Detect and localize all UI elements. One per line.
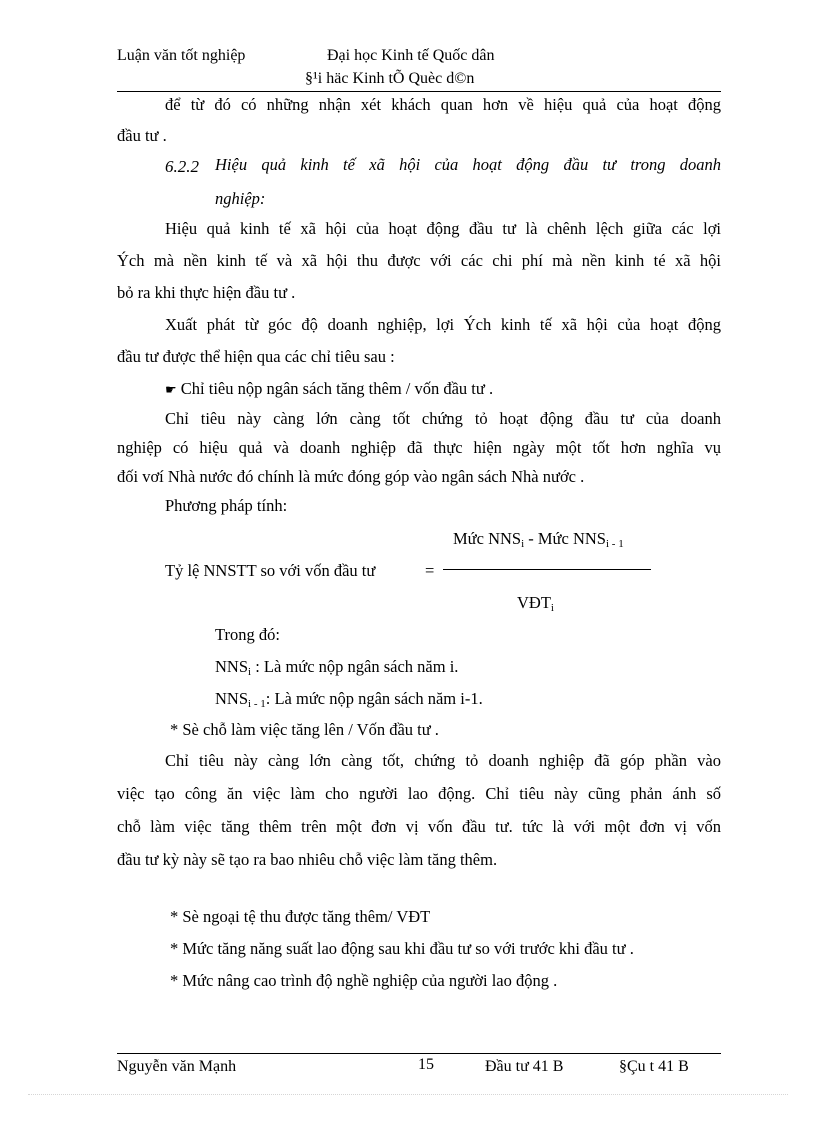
section-number: 6.2.2: [165, 157, 199, 176]
definition-2: [215, 689, 483, 710]
paragraph-1-line-1: Hiệu quả kinh tế xã hội của hoạt động đầu tư là chênh lệch giữa các lợi: [165, 219, 721, 238]
paragraph-2-line-2: đầu tư được thể hiện qua các chỉ tiêu sau :: [117, 347, 395, 366]
star-item-1: * Sè chỗ làm việc tăng lên / Vốn đầu tư .: [170, 720, 439, 739]
page-edge-dotted-line: [28, 1094, 788, 1095]
def1-text: : Là mức nộp ngân sách năm i.: [251, 657, 459, 676]
def2-text: : Là mức nộp ngân sách năm i-1.: [265, 689, 483, 708]
footer-author: Nguyễn văn Mạnh: [117, 1058, 237, 1075]
star-item-2: * Sè ngoại tệ thu được tăng thêm/ VĐT: [170, 907, 431, 926]
fraction-bar: [443, 569, 651, 570]
body-line-2: đầu tư .: [117, 126, 167, 145]
formula-numerator: [453, 529, 624, 550]
paragraph-4-line-4: đầu tư kỳ này sẽ tạo ra bao nhiêu chỗ việc làm tăng thêm.: [117, 850, 498, 869]
header-left: Luận văn tốt nghiệp: [117, 47, 246, 64]
paragraph-4-line-1: Chỉ tiêu này càng lớn càng tốt, chứng tỏ doanh nghiệp đã góp phần vào: [165, 751, 721, 770]
formula-denominator: [517, 593, 554, 614]
paragraph-3-line-1: Chỉ tiêu này càng lớn càng tốt chứng tỏ hoạt động đầu tư của doanh: [165, 409, 721, 428]
header-rule: [117, 91, 721, 92]
paragraph-3-line-3: đối vơí Nhà nước đó chính là mức đóng góp vào ngân sách Nhà nước .: [117, 467, 585, 486]
header-garbled: §¹i häc Kinh tÕ Quèc d©n: [305, 70, 475, 87]
method-label: Phương pháp tính:: [165, 496, 288, 515]
def2-sub: i - 1: [248, 698, 266, 710]
paragraph-4-line-2: việc tạo công ăn việc làm cho người lao động. Chỉ tiêu này cũng phản ánh số: [117, 784, 721, 803]
numerator-sub-a: i: [521, 538, 525, 550]
body-line-1: để từ đó có những nhận xét khách quan hơn về hiệu quả của hoạt động: [165, 95, 721, 114]
footer-class-garbled: §Çu t 41 B: [619, 1058, 689, 1075]
where-label: Trong đó:: [215, 625, 280, 644]
def1-term: NNS: [215, 657, 249, 676]
bullet-item: [165, 379, 493, 399]
denominator-term: VĐT: [517, 593, 551, 612]
numerator-term-a: Mức NNS: [453, 529, 522, 548]
star-item-4: * Mức nâng cao trình độ nghề nghiệp của người lao động .: [170, 971, 558, 990]
footer-class: Đầu tư 41 B: [485, 1058, 564, 1075]
definition-1: [215, 657, 458, 678]
star-item-3: * Mức tăng năng suất lao động sau khi đầu tư so với trước khi đầu tư .: [170, 939, 634, 958]
header-right: Đại học Kinh tế Quốc dân: [327, 47, 495, 64]
def2-term: NNS: [215, 689, 249, 708]
bullet-text: Chỉ tiêu nộp ngân sách tăng thêm / vốn đầu tư .: [180, 379, 494, 398]
footer-rule: [117, 1053, 721, 1054]
def1-sub: i: [248, 666, 252, 678]
page-number: 15: [418, 1056, 434, 1073]
formula-equals: =: [425, 561, 435, 580]
denominator-sub: i: [550, 602, 554, 614]
section-title-line-1: Hiệu quả kinh tế xã hội của hoạt động đầu tư trong doanh: [215, 155, 721, 174]
paragraph-1-line-3: bỏ ra khi thực hiện đầu tư .: [117, 283, 296, 302]
paragraph-3-line-2: nghiệp có hiệu quả và doanh nghiệp đã thực hiện ngày một tốt hơn nghĩa vụ: [117, 438, 721, 457]
numerator-term-b: - Mức NNS: [524, 529, 606, 548]
paragraph-4-line-3: chỗ làm việc tăng thêm trên một đơn vị vốn đầu tư. tức là với một đơn vị vốn: [117, 817, 721, 836]
section-title-line-2: nghiệp:: [215, 189, 266, 208]
formula-lhs: Tỷ lệ NNSTT so với vốn đầu tư: [165, 561, 376, 580]
numerator-sub-b: i - 1: [605, 538, 624, 550]
paragraph-2-line-1: Xuất phát từ góc độ doanh nghiệp, lợi Ých kinh tế xã hội của hoạt động: [165, 315, 721, 334]
paragraph-1-line-2: Ých mà nền kinh tế và xã hội thu được với các chi phí mà nền kinh té xã hội: [117, 251, 721, 270]
pointing-hand-icon: ☛: [165, 383, 177, 398]
